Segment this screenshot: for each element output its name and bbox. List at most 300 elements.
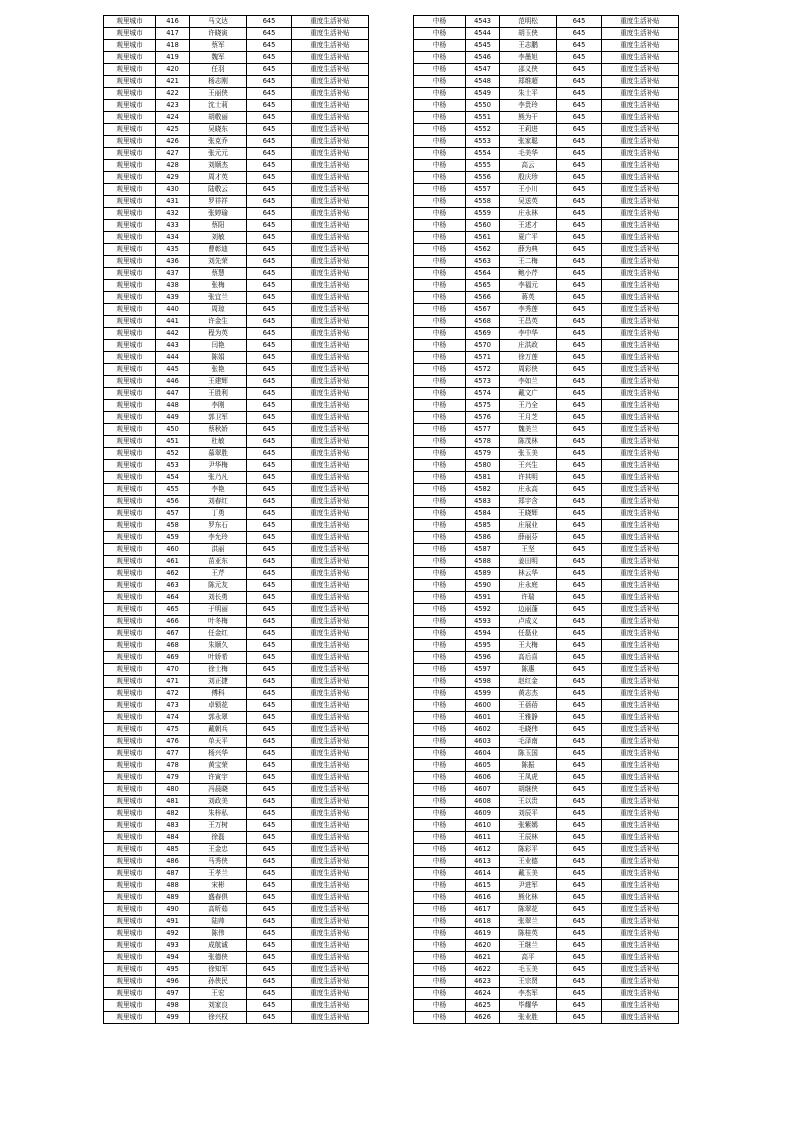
number-cell: 4607 bbox=[466, 784, 500, 796]
table-row bbox=[414, 328, 679, 340]
amount-cell: 645 bbox=[557, 748, 602, 760]
number-cell: 456 bbox=[156, 496, 190, 508]
allowance-type-cell: 重度生活补贴 bbox=[292, 328, 369, 340]
region-cell: 中杨 bbox=[414, 196, 466, 208]
name-cell: 张业胜 bbox=[500, 1012, 557, 1024]
region-cell: 中杨 bbox=[414, 844, 466, 856]
allowance-type-cell: 重度生活补贴 bbox=[292, 184, 369, 196]
name-cell: 任羽 bbox=[190, 64, 247, 76]
table-row bbox=[104, 796, 369, 808]
amount-cell: 645 bbox=[557, 244, 602, 256]
region-cell: 中杨 bbox=[414, 808, 466, 820]
name-cell: 吴晓东 bbox=[190, 124, 247, 136]
name-cell: 吴送英 bbox=[500, 196, 557, 208]
amount-cell: 645 bbox=[557, 700, 602, 712]
allowance-type-cell: 重度生活补贴 bbox=[292, 196, 369, 208]
number-cell: 486 bbox=[156, 856, 190, 868]
region-cell: 中杨 bbox=[414, 748, 466, 760]
name-cell: 刘家良 bbox=[190, 1000, 247, 1012]
table-row bbox=[104, 784, 369, 796]
number-cell: 450 bbox=[156, 424, 190, 436]
name-cell: 许金生 bbox=[190, 316, 247, 328]
amount-cell: 645 bbox=[557, 760, 602, 772]
name-cell: 张克乔 bbox=[190, 136, 247, 148]
number-cell: 459 bbox=[156, 532, 190, 544]
amount-cell: 645 bbox=[557, 808, 602, 820]
table-row bbox=[104, 544, 369, 556]
region-cell: 中杨 bbox=[414, 436, 466, 448]
name-cell: 刘春红 bbox=[190, 496, 247, 508]
amount-cell: 645 bbox=[557, 604, 602, 616]
allowance-type-cell: 重度生活补贴 bbox=[602, 28, 679, 40]
name-cell: 赵红金 bbox=[500, 676, 557, 688]
region-cell: 观里城市 bbox=[104, 340, 156, 352]
amount-cell: 645 bbox=[247, 568, 292, 580]
allowance-type-cell: 重度生活补贴 bbox=[602, 616, 679, 628]
number-cell: 4561 bbox=[466, 232, 500, 244]
name-cell: 黄宝荣 bbox=[190, 760, 247, 772]
table-row bbox=[414, 964, 679, 976]
number-cell: 465 bbox=[156, 604, 190, 616]
number-cell: 426 bbox=[156, 136, 190, 148]
table-row bbox=[414, 880, 679, 892]
table-row bbox=[414, 64, 679, 76]
table-row bbox=[104, 160, 369, 172]
number-cell: 498 bbox=[156, 1000, 190, 1012]
amount-cell: 645 bbox=[557, 112, 602, 124]
region-cell: 中杨 bbox=[414, 820, 466, 832]
table-row bbox=[104, 676, 369, 688]
table-row bbox=[104, 280, 369, 292]
number-cell: 4609 bbox=[466, 808, 500, 820]
allowance-type-cell: 重度生活补贴 bbox=[602, 112, 679, 124]
number-cell: 4553 bbox=[466, 136, 500, 148]
allowance-type-cell: 重度生活补贴 bbox=[292, 484, 369, 496]
region-cell: 观里城市 bbox=[104, 16, 156, 28]
amount-cell: 645 bbox=[557, 364, 602, 376]
right-allowance-table bbox=[413, 15, 679, 1024]
number-cell: 422 bbox=[156, 88, 190, 100]
number-cell: 420 bbox=[156, 64, 190, 76]
name-cell: 李贵玲 bbox=[500, 100, 557, 112]
amount-cell: 645 bbox=[247, 52, 292, 64]
amount-cell: 645 bbox=[557, 724, 602, 736]
amount-cell: 645 bbox=[247, 652, 292, 664]
amount-cell: 645 bbox=[557, 520, 602, 532]
number-cell: 4563 bbox=[466, 256, 500, 268]
name-cell: 王志鹏 bbox=[500, 40, 557, 52]
amount-cell: 645 bbox=[557, 256, 602, 268]
table-row bbox=[414, 616, 679, 628]
allowance-type-cell: 重度生活补贴 bbox=[602, 832, 679, 844]
region-cell: 中杨 bbox=[414, 280, 466, 292]
allowance-type-cell: 重度生活补贴 bbox=[292, 292, 369, 304]
name-cell: 陈茂林 bbox=[500, 436, 557, 448]
amount-cell: 645 bbox=[247, 256, 292, 268]
allowance-type-cell: 重度生活补贴 bbox=[602, 712, 679, 724]
allowance-type-cell: 重度生活补贴 bbox=[292, 736, 369, 748]
name-cell: 刘顺杰 bbox=[190, 160, 247, 172]
table-row bbox=[414, 664, 679, 676]
allowance-type-cell: 重度生活补贴 bbox=[292, 364, 369, 376]
number-cell: 4620 bbox=[466, 940, 500, 952]
name-cell: 王万树 bbox=[190, 820, 247, 832]
amount-cell: 645 bbox=[247, 712, 292, 724]
region-cell: 观里城市 bbox=[104, 1000, 156, 1012]
allowance-type-cell: 重度生活补贴 bbox=[602, 1000, 679, 1012]
amount-cell: 645 bbox=[557, 304, 602, 316]
number-cell: 453 bbox=[156, 460, 190, 472]
region-cell: 观里城市 bbox=[104, 520, 156, 532]
amount-cell: 645 bbox=[557, 976, 602, 988]
region-cell: 中杨 bbox=[414, 1012, 466, 1024]
table-row bbox=[104, 88, 369, 100]
table-row bbox=[104, 856, 369, 868]
region-cell: 中杨 bbox=[414, 796, 466, 808]
allowance-type-cell: 重度生活补贴 bbox=[602, 928, 679, 940]
name-cell: 王小川 bbox=[500, 184, 557, 196]
allowance-type-cell: 重度生活补贴 bbox=[602, 688, 679, 700]
region-cell: 中杨 bbox=[414, 448, 466, 460]
amount-cell: 645 bbox=[247, 688, 292, 700]
table-row bbox=[414, 484, 679, 496]
region-cell: 观里城市 bbox=[104, 556, 156, 568]
region-cell: 中杨 bbox=[414, 772, 466, 784]
number-cell: 488 bbox=[156, 880, 190, 892]
number-cell: 4622 bbox=[466, 964, 500, 976]
table-row bbox=[104, 232, 369, 244]
number-cell: 4557 bbox=[466, 184, 500, 196]
name-cell: 闫艳 bbox=[190, 340, 247, 352]
amount-cell: 645 bbox=[247, 604, 292, 616]
table-row bbox=[104, 904, 369, 916]
name-cell: 刘政美 bbox=[190, 796, 247, 808]
amount-cell: 645 bbox=[247, 304, 292, 316]
table-row bbox=[104, 1000, 369, 1012]
name-cell: 姜田明 bbox=[500, 556, 557, 568]
allowance-type-cell: 重度生活补贴 bbox=[602, 796, 679, 808]
allowance-type-cell: 重度生活补贴 bbox=[602, 292, 679, 304]
number-cell: 437 bbox=[156, 268, 190, 280]
number-cell: 491 bbox=[156, 916, 190, 928]
allowance-type-cell: 重度生活补贴 bbox=[602, 628, 679, 640]
amount-cell: 645 bbox=[247, 628, 292, 640]
amount-cell: 645 bbox=[247, 16, 292, 28]
amount-cell: 645 bbox=[247, 280, 292, 292]
region-cell: 中杨 bbox=[414, 292, 466, 304]
number-cell: 4591 bbox=[466, 592, 500, 604]
region-cell: 观里城市 bbox=[104, 784, 156, 796]
amount-cell: 645 bbox=[247, 1000, 292, 1012]
region-cell: 观里城市 bbox=[104, 196, 156, 208]
number-cell: 470 bbox=[156, 664, 190, 676]
number-cell: 4559 bbox=[466, 208, 500, 220]
amount-cell: 645 bbox=[557, 820, 602, 832]
allowance-type-cell: 重度生活补贴 bbox=[602, 208, 679, 220]
amount-cell: 645 bbox=[557, 52, 602, 64]
region-cell: 中杨 bbox=[414, 676, 466, 688]
number-cell: 447 bbox=[156, 388, 190, 400]
region-cell: 中杨 bbox=[414, 112, 466, 124]
region-cell: 中杨 bbox=[414, 304, 466, 316]
allowance-type-cell: 重度生活补贴 bbox=[292, 928, 369, 940]
table-row bbox=[414, 532, 679, 544]
allowance-type-cell: 重度生活补贴 bbox=[602, 196, 679, 208]
name-cell: 高昕茹 bbox=[190, 904, 247, 916]
region-cell: 中杨 bbox=[414, 148, 466, 160]
table-row bbox=[104, 448, 369, 460]
name-cell: 罗祥祥 bbox=[190, 196, 247, 208]
number-cell: 423 bbox=[156, 100, 190, 112]
amount-cell: 645 bbox=[247, 148, 292, 160]
number-cell: 468 bbox=[156, 640, 190, 652]
number-cell: 418 bbox=[156, 40, 190, 52]
allowance-type-cell: 重度生活补贴 bbox=[292, 448, 369, 460]
name-cell: 李刚 bbox=[190, 400, 247, 412]
allowance-type-cell: 重度生活补贴 bbox=[602, 580, 679, 592]
table-row bbox=[104, 196, 369, 208]
table-row bbox=[104, 940, 369, 952]
table-row bbox=[104, 760, 369, 772]
table-row bbox=[414, 388, 679, 400]
table-row bbox=[414, 856, 679, 868]
name-cell: 戴朝兵 bbox=[190, 724, 247, 736]
name-cell: 张翠兰 bbox=[500, 916, 557, 928]
amount-cell: 645 bbox=[247, 364, 292, 376]
region-cell: 观里城市 bbox=[104, 700, 156, 712]
name-cell: 高后喜 bbox=[500, 652, 557, 664]
allowance-type-cell: 重度生活补贴 bbox=[602, 724, 679, 736]
region-cell: 观里城市 bbox=[104, 664, 156, 676]
name-cell: 毕耀华 bbox=[500, 1000, 557, 1012]
table-row bbox=[104, 400, 369, 412]
region-cell: 中杨 bbox=[414, 220, 466, 232]
name-cell: 陈惠 bbox=[500, 664, 557, 676]
number-cell: 4621 bbox=[466, 952, 500, 964]
region-cell: 中杨 bbox=[414, 460, 466, 472]
name-cell: 叶冬梅 bbox=[190, 616, 247, 628]
name-cell: 周彩侠 bbox=[500, 364, 557, 376]
region-cell: 观里城市 bbox=[104, 652, 156, 664]
amount-cell: 645 bbox=[557, 616, 602, 628]
name-cell: 张紫嫣 bbox=[500, 820, 557, 832]
amount-cell: 645 bbox=[247, 208, 292, 220]
amount-cell: 645 bbox=[557, 784, 602, 796]
name-cell: 徐万莲 bbox=[500, 352, 557, 364]
number-cell: 481 bbox=[156, 796, 190, 808]
region-cell: 中杨 bbox=[414, 88, 466, 100]
allowance-type-cell: 重度生活补贴 bbox=[602, 280, 679, 292]
amount-cell: 645 bbox=[247, 916, 292, 928]
allowance-type-cell: 重度生活补贴 bbox=[292, 388, 369, 400]
number-cell: 473 bbox=[156, 700, 190, 712]
amount-cell: 645 bbox=[557, 232, 602, 244]
amount-cell: 645 bbox=[247, 292, 292, 304]
allowance-type-cell: 重度生活补贴 bbox=[292, 808, 369, 820]
region-cell: 中杨 bbox=[414, 232, 466, 244]
region-cell: 观里城市 bbox=[104, 448, 156, 460]
table-row bbox=[414, 604, 679, 616]
name-cell: 周琼 bbox=[190, 304, 247, 316]
number-cell: 4571 bbox=[466, 352, 500, 364]
number-cell: 4604 bbox=[466, 748, 500, 760]
region-cell: 中杨 bbox=[414, 1000, 466, 1012]
amount-cell: 645 bbox=[247, 952, 292, 964]
number-cell: 466 bbox=[156, 616, 190, 628]
name-cell: 庄永高 bbox=[500, 484, 557, 496]
name-cell: 蔡秋娇 bbox=[190, 424, 247, 436]
name-cell: 刘辰平 bbox=[500, 808, 557, 820]
amount-cell: 645 bbox=[247, 472, 292, 484]
name-cell: 鲍小芹 bbox=[500, 268, 557, 280]
number-cell: 427 bbox=[156, 148, 190, 160]
table-row bbox=[104, 652, 369, 664]
allowance-type-cell: 重度生活补贴 bbox=[602, 448, 679, 460]
name-cell: 李墨旭 bbox=[500, 52, 557, 64]
region-cell: 观里城市 bbox=[104, 748, 156, 760]
table-row bbox=[104, 304, 369, 316]
number-cell: 477 bbox=[156, 748, 190, 760]
allowance-type-cell: 重度生活补贴 bbox=[292, 424, 369, 436]
allowance-type-cell: 重度生活补贴 bbox=[602, 484, 679, 496]
amount-cell: 645 bbox=[247, 676, 292, 688]
allowance-type-cell: 重度生活补贴 bbox=[292, 352, 369, 364]
amount-cell: 645 bbox=[247, 748, 292, 760]
region-cell: 中杨 bbox=[414, 424, 466, 436]
allowance-type-cell: 重度生活补贴 bbox=[602, 880, 679, 892]
number-cell: 4623 bbox=[466, 976, 500, 988]
allowance-type-cell: 重度生活补贴 bbox=[602, 268, 679, 280]
amount-cell: 645 bbox=[557, 532, 602, 544]
region-cell: 中杨 bbox=[414, 880, 466, 892]
amount-cell: 645 bbox=[557, 448, 602, 460]
number-cell: 493 bbox=[156, 940, 190, 952]
amount-cell: 645 bbox=[557, 556, 602, 568]
number-cell: 4606 bbox=[466, 772, 500, 784]
table-row bbox=[414, 316, 679, 328]
table-row bbox=[414, 268, 679, 280]
table-row bbox=[414, 100, 679, 112]
amount-cell: 645 bbox=[247, 340, 292, 352]
table-row bbox=[414, 112, 679, 124]
allowance-type-cell: 重度生活补贴 bbox=[602, 568, 679, 580]
name-cell: 王乃全 bbox=[500, 400, 557, 412]
number-cell: 4577 bbox=[466, 424, 500, 436]
table-row bbox=[104, 328, 369, 340]
name-cell: 胡敬丽 bbox=[190, 112, 247, 124]
allowance-type-cell: 重度生活补贴 bbox=[602, 916, 679, 928]
amount-cell: 645 bbox=[557, 460, 602, 472]
table-row bbox=[104, 172, 369, 184]
region-cell: 中杨 bbox=[414, 892, 466, 904]
amount-cell: 645 bbox=[557, 196, 602, 208]
amount-cell: 645 bbox=[557, 508, 602, 520]
table-row bbox=[414, 832, 679, 844]
region-cell: 观里城市 bbox=[104, 460, 156, 472]
allowance-type-cell: 重度生活补贴 bbox=[292, 76, 369, 88]
table-row bbox=[104, 1012, 369, 1024]
region-cell: 中杨 bbox=[414, 580, 466, 592]
amount-cell: 645 bbox=[247, 616, 292, 628]
name-cell: 戴文广 bbox=[500, 388, 557, 400]
region-cell: 中杨 bbox=[414, 724, 466, 736]
number-cell: 439 bbox=[156, 292, 190, 304]
allowance-type-cell: 重度生活补贴 bbox=[602, 304, 679, 316]
region-cell: 中杨 bbox=[414, 832, 466, 844]
amount-cell: 645 bbox=[247, 232, 292, 244]
name-cell: 卢成义 bbox=[500, 616, 557, 628]
region-cell: 观里城市 bbox=[104, 184, 156, 196]
number-cell: 4548 bbox=[466, 76, 500, 88]
name-cell: 王丽侠 bbox=[190, 88, 247, 100]
name-cell: 陈彩平 bbox=[500, 844, 557, 856]
name-cell: 李福元 bbox=[500, 280, 557, 292]
table-row bbox=[104, 28, 369, 40]
table-row bbox=[104, 412, 369, 424]
amount-cell: 645 bbox=[247, 868, 292, 880]
table-row bbox=[414, 544, 679, 556]
allowance-type-cell: 重度生活补贴 bbox=[292, 556, 369, 568]
name-cell: 丁勇 bbox=[190, 508, 247, 520]
table-row bbox=[104, 724, 369, 736]
amount-cell: 645 bbox=[557, 136, 602, 148]
amount-cell: 645 bbox=[247, 520, 292, 532]
name-cell: 边丽蓬 bbox=[500, 604, 557, 616]
allowance-type-cell: 重度生活补贴 bbox=[602, 64, 679, 76]
table-row bbox=[104, 976, 369, 988]
region-cell: 中杨 bbox=[414, 736, 466, 748]
allowance-type-cell: 重度生活补贴 bbox=[602, 892, 679, 904]
name-cell: 薛丽芬 bbox=[500, 532, 557, 544]
table-row bbox=[414, 952, 679, 964]
region-cell: 中杨 bbox=[414, 352, 466, 364]
region-cell: 观里城市 bbox=[104, 208, 156, 220]
amount-cell: 645 bbox=[247, 928, 292, 940]
region-cell: 中杨 bbox=[414, 268, 466, 280]
number-cell: 4560 bbox=[466, 220, 500, 232]
number-cell: 4583 bbox=[466, 496, 500, 508]
name-cell: 慕翠胜 bbox=[190, 448, 247, 460]
allowance-type-cell: 重度生活补贴 bbox=[602, 556, 679, 568]
amount-cell: 645 bbox=[557, 832, 602, 844]
number-cell: 494 bbox=[156, 952, 190, 964]
region-cell: 中杨 bbox=[414, 916, 466, 928]
region-cell: 观里城市 bbox=[104, 292, 156, 304]
amount-cell: 645 bbox=[557, 1000, 602, 1012]
table-row bbox=[414, 196, 679, 208]
region-cell: 观里城市 bbox=[104, 172, 156, 184]
name-cell: 王建辉 bbox=[190, 376, 247, 388]
region-cell: 观里城市 bbox=[104, 880, 156, 892]
allowance-type-cell: 重度生活补贴 bbox=[292, 124, 369, 136]
region-cell: 观里城市 bbox=[104, 724, 156, 736]
amount-cell: 645 bbox=[557, 208, 602, 220]
name-cell: 陆敬云 bbox=[190, 184, 247, 196]
region-cell: 中杨 bbox=[414, 364, 466, 376]
number-cell: 441 bbox=[156, 316, 190, 328]
name-cell: 卓锁花 bbox=[190, 700, 247, 712]
name-cell: 毛泽南 bbox=[500, 736, 557, 748]
number-cell: 425 bbox=[156, 124, 190, 136]
allowance-type-cell: 重度生活补贴 bbox=[602, 328, 679, 340]
table-row bbox=[414, 808, 679, 820]
amount-cell: 645 bbox=[557, 796, 602, 808]
allowance-type-cell: 重度生活补贴 bbox=[292, 592, 369, 604]
table-row bbox=[104, 484, 369, 496]
amount-cell: 645 bbox=[247, 268, 292, 280]
table-row bbox=[414, 760, 679, 772]
allowance-type-cell: 重度生活补贴 bbox=[292, 952, 369, 964]
